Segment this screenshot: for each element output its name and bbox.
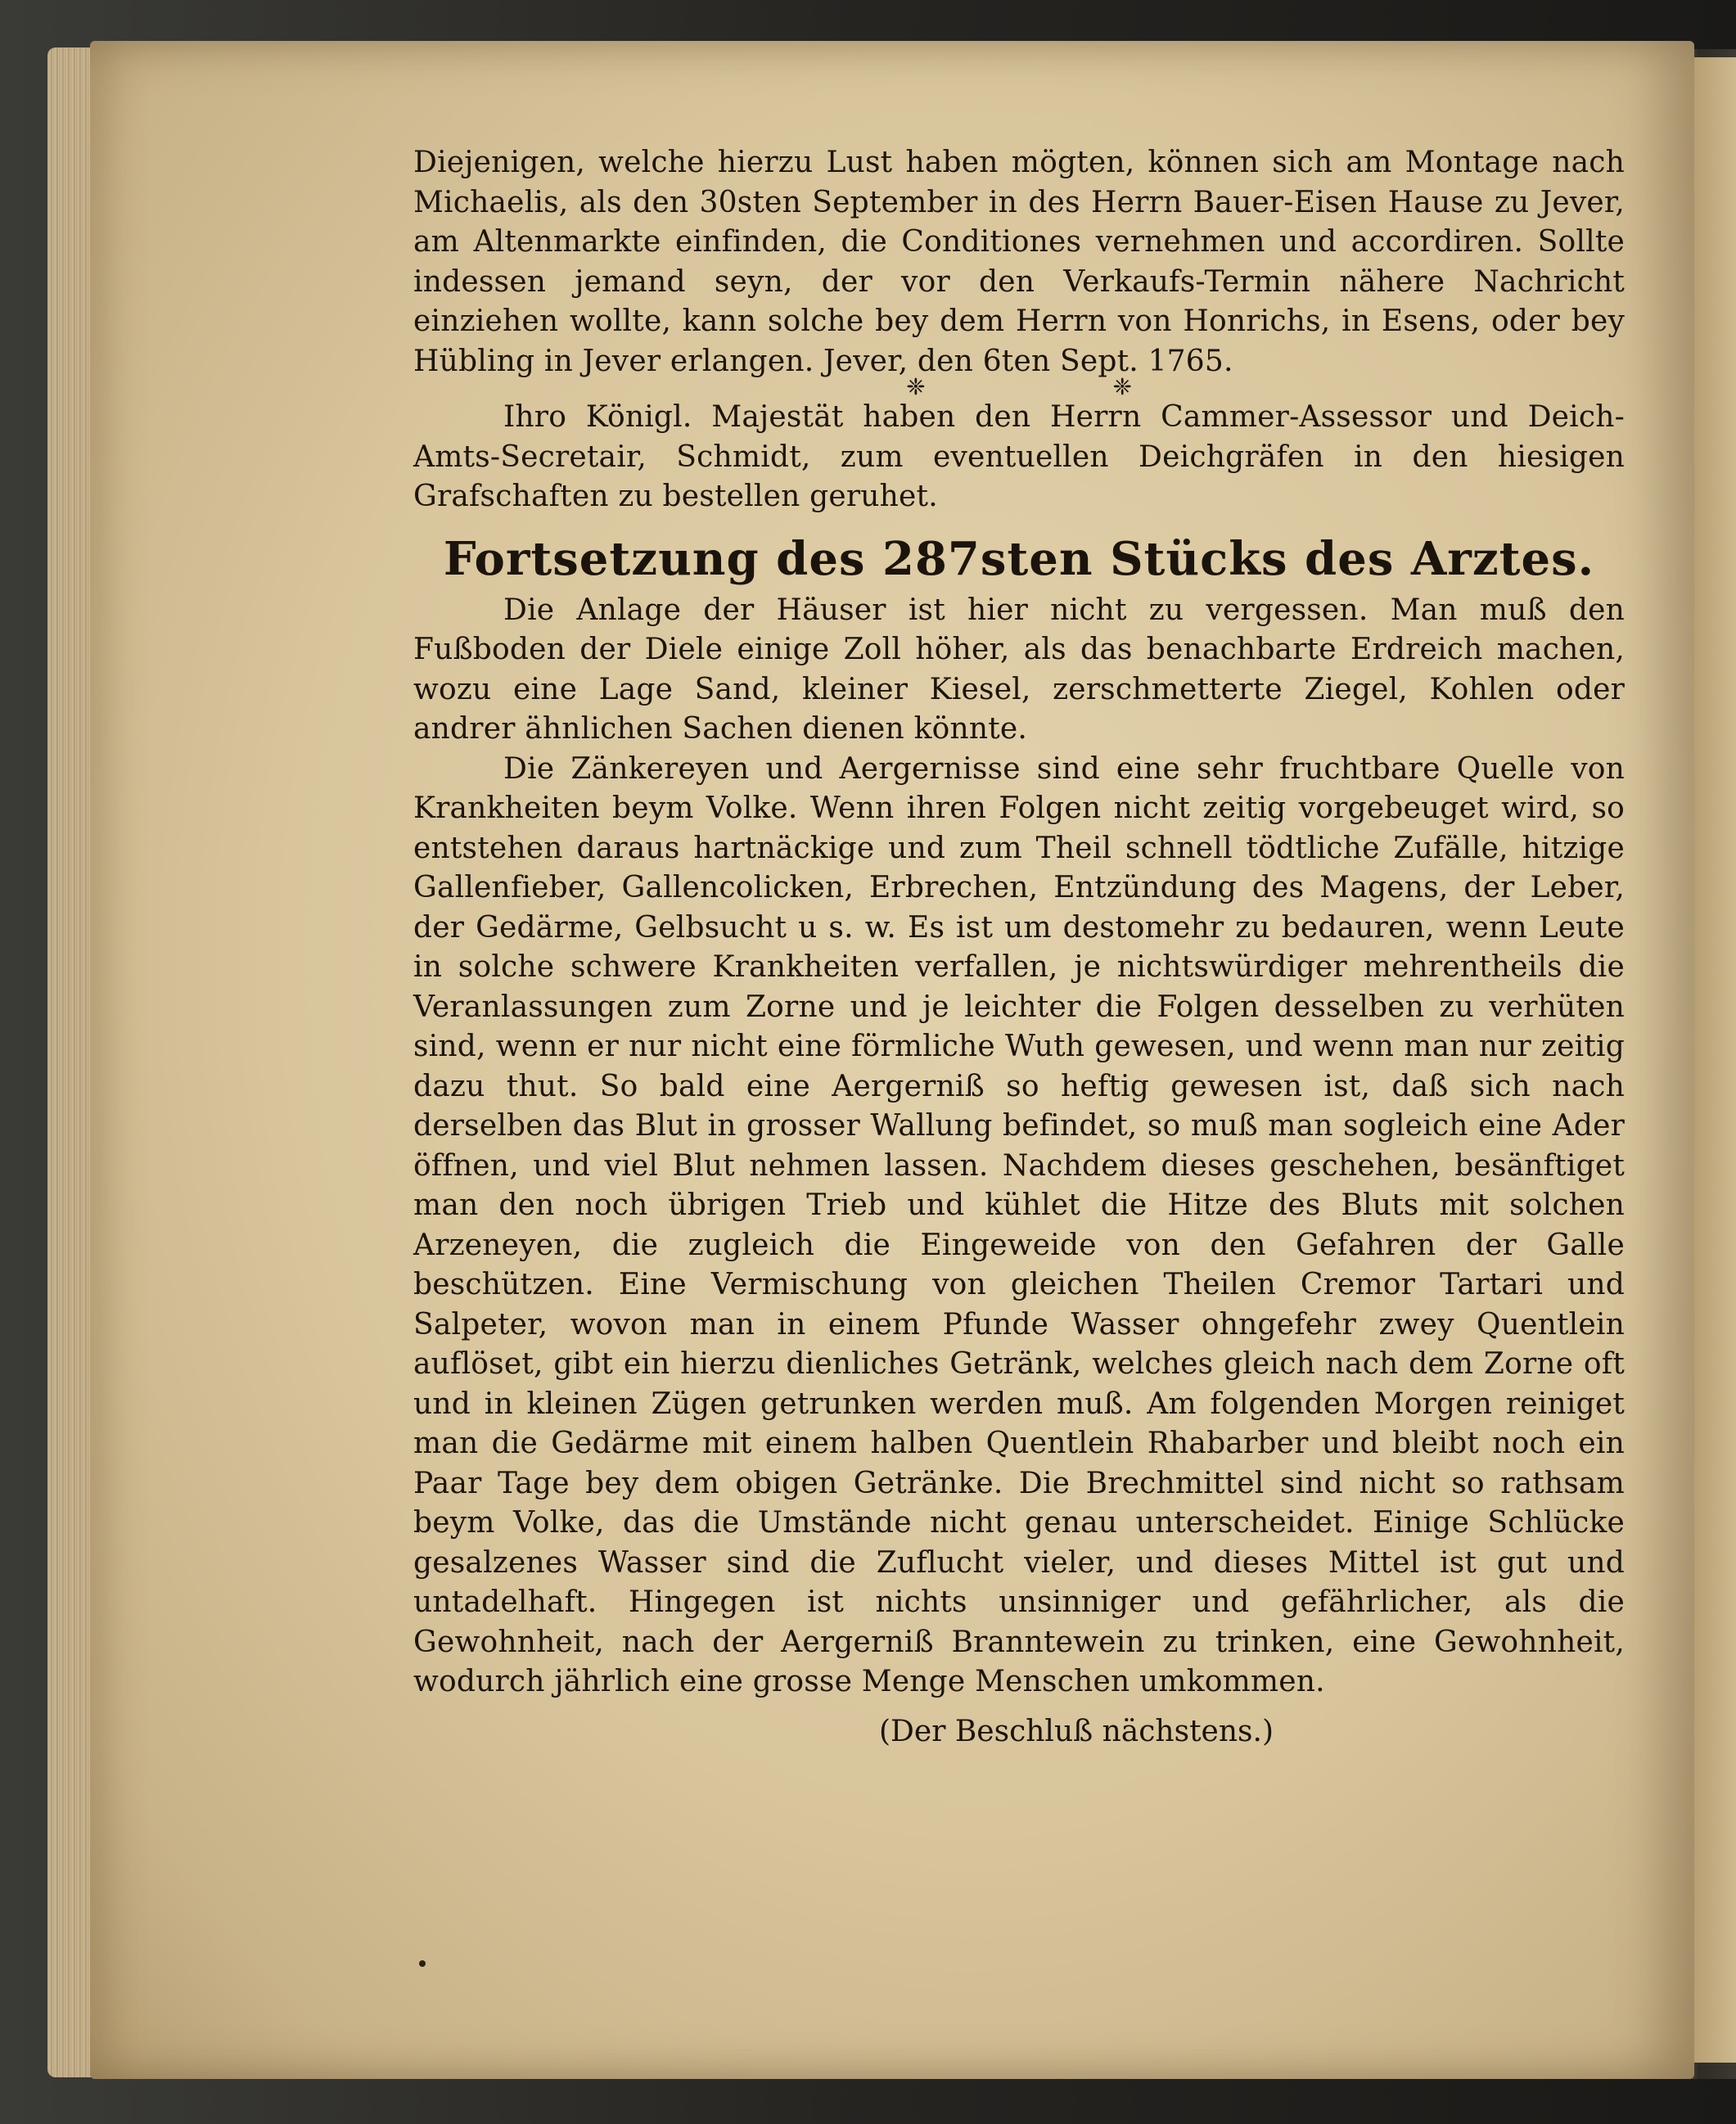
article-heading: Fortsetzung des 287sten Stücks des Arztes.	[443, 531, 1595, 586]
body-paragraph-1: Die Anlage der Häuser ist hier nicht zu vergessen. Man muß den Fußboden der Diele einige Zoll höher, als das benachbarte Erdreich machen, wozu eine Lage Sand, kleiner Kiesel, zerschmetterte Ziegel, Kohlen oder andrer ähnlichen Sachen dienen könnte.	[413, 593, 1625, 746]
body-paragraph-2: Die Zänkereyen und Aergernisse sind eine sehr fruchtbare Quelle von Krankheiten beym Volke. Wenn ihren Folgen nicht zeitig vorgebeuget wird, so entstehen daraus hartnäckige und zum Theil schnell tödtliche Zufälle, hitzige Gallenfieber, Gallencolicken, Erbrechen, Entzündung des Magens, der Leber, der Gedärme, Gelbsucht u s. w. Es ist um destomehr zu bedauren, wenn Leute in solche schwere Krankheiten verfallen, je nichtswürdiger mehrentheils die Veranlassungen zum Zorne und je leichter die Folgen desselben zu verhüten sind, wenn er nur nicht eine förmliche Wuth gewesen, und wenn man nur zeitig dazu thut. So bald eine Aergerniß so heftig gewesen ist, daß sich nach derselben das Blut in grosser Wallung befindet, so muß man sogleich eine Ader öffnen, und viel Blut nehmen lassen. Nachdem dieses geschehen, besänftiget man den noch übrigen Trieb und kühlet die Hitze des Bluts mit solchen Arzeneyen, die zugleich die Eingeweide von den Gefahren der Galle beschützen. Eine Vermischung von gleichen Theilen Cremor Tartari und Salpeter, wovon man in einem Pfunde Wasser ohngefehr zwey Quentlein auflöset, gibt ein hierzu dienliches Getränk, welches gleich nach dem Zorne oft und in kleinen Zügen getrunken werden muß. Am folgenden Morgen reiniget man die Gedärme mit einem halben Quentlein Rhabarber und bleibt noch ein Paar Tage bey dem obigen Getränke. Die Brechmittel sind nicht so rathsam beym Volke, das die Umstände nicht genau unterscheidet. Einige Schlücke gesalzenes Wasser sind die Zuflucht vieler, und dieses Mittel ist gut und untadelhaft. Hingegen ist nichts unsinniger und gefährlicher, als die Gewohnheit, nach der Aergerniß Branntewein zu trinken, eine Gewohnheit, wodurch jährlich eine grosse Menge Menschen umkommen.	[413, 751, 1625, 1698]
sale-notice-paragraph: Diejenigen, welche hierzu Lust haben mögten, können sich am Montage nach Michaelis, als den 30sten September in des Herrn Bauer-Eisen Hause zu Jever, am Altenmarkte einfinden, die Conditiones vernehmen und accordiren. Sollte indessen jemand seyn, der vor den Verkaufs-Termin nähere Nachricht einziehen wollte, kann solche bey dem Herrn von Honrichs, in Esens, oder bey Hübling in Jever erlangen. Jever, den 6ten Sept. 1765.	[413, 146, 1625, 378]
section-ornament: ❈ ❈	[906, 373, 1222, 400]
closing-note: (Der Beschluß nächstens.)	[878, 1714, 1274, 1748]
announcement-paragraph: Ihro Königl. Majestät haben den Herrn Cammer-Assessor und Deich-Amts-Secretair, Schmidt, zum eventuellen Deichgräfen in den hiesigen Grafschaften zu bestellen geruhet.	[413, 400, 1625, 513]
page-text	[413, 143, 1625, 1752]
ink-spot	[419, 1960, 426, 1967]
